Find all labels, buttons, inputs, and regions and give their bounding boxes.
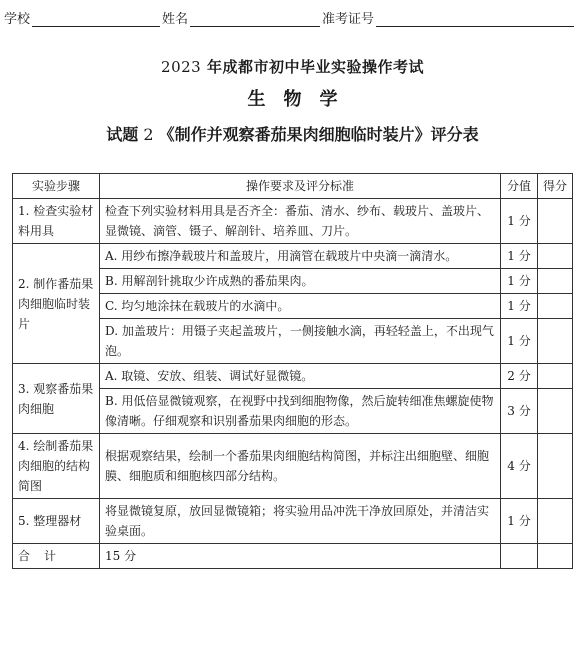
score-cell: 1 分 [501,199,538,244]
exam-title [0,56,585,77]
scoring-table [12,173,573,569]
requirement-cell: 根据观察结果，绘制一个番茄果肉细胞结构简图，并标注出细胞壁、细胞膜、细胞质和细胞核四部分结构。 [100,434,501,499]
test-title [0,122,585,145]
step-cell: 4. 绘制番茄果肉细胞的结构简图 [13,434,100,499]
step-cell: 2. 制作番茄果肉细胞临时装片 [13,244,100,364]
score-cell: 1 分 [501,319,538,364]
score-cell: 2 分 [501,364,538,389]
name-field[interactable] [190,11,320,27]
student-info-line [4,8,581,27]
requirement-cell: 将显微镜复原，放回显微镜箱；将实验用品冲洗干净放回原处，并清洁实验桌面。 [100,499,501,544]
requirement-cell: 检查下列实验材料用具是否齐全：番茄、清水、纱布、载玻片、盖玻片、显微镜、滴管、镊子、解剖针、培养皿、刀片。 [100,199,501,244]
test-number: 2 [138,125,159,144]
score-cell: 1 分 [501,499,538,544]
score-cell: 1 分 [501,294,538,319]
table-row [13,434,573,499]
total-label: 合计 [13,544,100,569]
score-cell: 3 分 [501,389,538,434]
col-header-earned: 得分 [538,174,573,199]
col-header-requirements: 操作要求及评分标准 [100,174,501,199]
table-row [13,364,573,389]
total-value: 15 分 [100,544,501,569]
earned-score-cell[interactable] [538,199,573,244]
col-header-score: 分值 [501,174,538,199]
test-name: 《制作并观察番茄果肉细胞临时装片》评分表 [158,125,479,144]
name-label: 姓名 [162,12,189,27]
total-score-cell [501,544,538,569]
score-cell: 4 分 [501,434,538,499]
earned-score-cell[interactable] [538,294,573,319]
table-row [13,199,573,244]
table-header-row [13,174,573,199]
requirement-cell: A. 取镜、安放、组装、调试好显微镜。 [100,364,501,389]
test-prefix: 试题 [106,125,139,144]
earned-score-cell[interactable] [538,244,573,269]
requirement-cell: B. 用低倍显微镜观察，在视野中找到细胞物像，然后旋转细准焦螺旋使物像清晰。仔细观察和识别番茄果肉细胞的形态。 [100,389,501,434]
exam-id-field[interactable] [376,11,574,27]
school-field[interactable] [32,11,160,27]
exam-name: 年成都市初中毕业实验操作考试 [201,58,424,76]
table-row [13,499,573,544]
subject-title: 生物学 [247,89,356,110]
step-cell: 1. 检查实验材料用具 [13,199,100,244]
requirement-cell: C. 均匀地涂抹在载玻片的水滴中。 [100,294,501,319]
earned-score-cell[interactable] [538,269,573,294]
school-label: 学校 [4,12,31,27]
step-cell: 5. 整理器材 [13,499,100,544]
requirement-cell: B. 用解剖针挑取少许成熟的番茄果肉。 [100,269,501,294]
col-header-step: 实验步骤 [13,174,100,199]
score-cell: 1 分 [501,269,538,294]
earned-score-cell[interactable] [538,319,573,364]
total-earned-cell[interactable] [538,544,573,569]
score-cell: 1 分 [501,244,538,269]
earned-score-cell[interactable] [538,389,573,434]
table-row [13,244,573,269]
requirement-cell: D. 加盖玻片：用镊子夹起盖玻片，一侧接触水滴，再轻轻盖上，不出现气泡。 [100,319,501,364]
earned-score-cell[interactable] [538,499,573,544]
step-cell: 3. 观察番茄果肉细胞 [13,364,100,434]
requirement-cell: A. 用纱布擦净载玻片和盖玻片，用滴管在载玻片中央滴一滴清水。 [100,244,501,269]
earned-score-cell[interactable] [538,364,573,389]
total-row [13,544,573,569]
exam-id-label: 准考证号 [322,12,375,27]
earned-score-cell[interactable] [538,434,573,499]
exam-year: 2023 [161,58,202,76]
